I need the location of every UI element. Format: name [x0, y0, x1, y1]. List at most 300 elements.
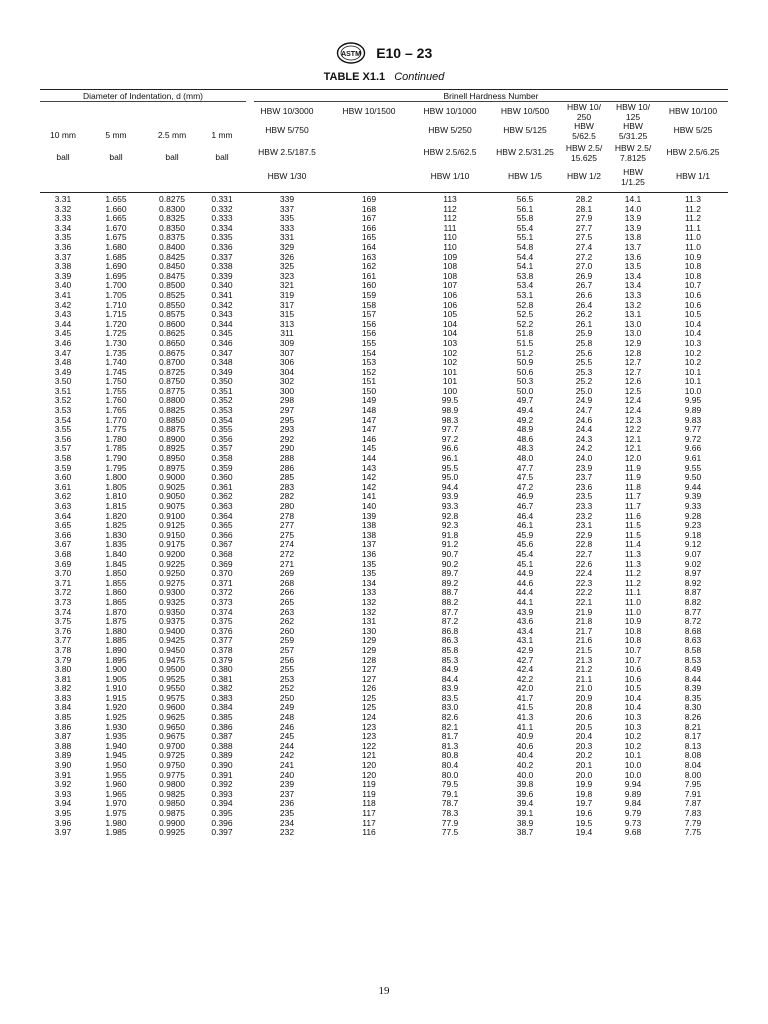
table-cell: 10.9: [684, 251, 702, 262]
table-cell: 26.4: [575, 299, 593, 310]
table-cell: 102: [442, 347, 458, 358]
table-cell: 40.6: [516, 740, 534, 751]
table-cell: 12.2: [624, 424, 642, 435]
table-cell: 86.3: [441, 635, 459, 646]
table-cell: 304: [279, 366, 295, 377]
table-cell: 0.9225: [159, 558, 185, 569]
table-cell: 98.3: [441, 414, 459, 425]
table-cell: 1.685: [105, 251, 127, 262]
table-cell: 11.3: [625, 548, 641, 559]
hbw-col-header: HBW 2.5/6.25: [666, 147, 720, 157]
table-cell: 7.75: [684, 827, 702, 838]
table-cell: 51.8: [516, 328, 534, 339]
hbw-col-header: HBW 1/1: [675, 171, 710, 181]
table-cell: 19.8: [575, 788, 593, 799]
table-cell: 111: [443, 222, 457, 233]
table-cell: 43.9: [516, 606, 534, 617]
table-cell: 101: [442, 376, 458, 387]
table-cell: 1.965: [105, 788, 127, 799]
table-cell: 84.4: [441, 673, 459, 684]
table-cell: 3.62: [54, 491, 72, 502]
table-cell: 3.66: [54, 529, 72, 540]
table-cell: 3.42: [54, 299, 72, 310]
table-cell: 0.8425: [159, 251, 185, 262]
table-cell: 42.4: [516, 664, 534, 675]
hbw-col-header: HBW 2.5/ 15.625: [565, 143, 603, 163]
table-cell: 1.665: [105, 213, 127, 224]
table-cell: 0.9100: [159, 510, 185, 521]
diameter-group-rule: [40, 101, 246, 102]
table-cell: 0.344: [211, 318, 233, 329]
table-cell: 317: [279, 299, 295, 310]
table-cell: 0.333: [211, 213, 233, 224]
table-cell: 10.0: [624, 760, 642, 771]
hbw-col-header: HBW 10/500: [500, 106, 550, 116]
table-cell: 8.00: [684, 769, 702, 780]
table-cell: 12.8: [624, 347, 642, 358]
table-cell: 11.5: [625, 529, 641, 540]
table-cell: 20.6: [575, 712, 593, 723]
table-cell: 11.6: [625, 510, 641, 521]
table-cell: 0.346: [211, 337, 233, 348]
table-cell: 14.0: [624, 203, 642, 214]
table-cell: 0.347: [211, 347, 233, 358]
table-cell: 21.8: [575, 616, 593, 627]
table-cell: 38.7: [516, 827, 534, 838]
table-cell: 42.9: [516, 644, 534, 655]
table-cell: 3.33: [54, 213, 72, 224]
table-cell: 10.2: [624, 740, 642, 751]
hbw-col-header: HBW 10/3000: [260, 106, 314, 116]
table-cell: 162: [361, 261, 377, 272]
table-cell: 3.52: [54, 395, 72, 406]
table-cell: 83.9: [441, 683, 459, 694]
table-cell: 22.8: [575, 539, 593, 550]
table-cell: 8.35: [684, 692, 702, 703]
table-cell: 11.7: [625, 501, 641, 511]
table-cell: 1.905: [105, 673, 127, 684]
table-cell: 19.5: [575, 817, 593, 828]
table-cell: 1.895: [105, 654, 127, 665]
table-cell: 0.8750: [159, 376, 185, 387]
table-cell: 27.5: [575, 232, 593, 243]
table-cell: 10.2: [684, 347, 702, 358]
table-cell: 1.710: [105, 299, 127, 310]
table-cell: 239: [279, 779, 295, 790]
table-cell: 232: [279, 827, 295, 838]
table-cell: 20.4: [575, 731, 593, 742]
table-cell: 9.18: [684, 529, 702, 540]
table-cell: 156: [361, 328, 377, 339]
table-cell: 1.815: [105, 501, 127, 511]
table-cell: 0.8400: [159, 241, 185, 252]
table-cell: 45.9: [516, 529, 534, 540]
table-cell: 46.1: [516, 520, 534, 531]
table-cell: 51.2: [516, 347, 534, 358]
table-cell: 3.38: [54, 261, 72, 272]
document-id: E10 – 23: [376, 45, 433, 61]
table-cell: 0.356: [211, 433, 233, 444]
table-cell: 48.3: [516, 443, 534, 454]
table-cell: 0.8975: [159, 462, 185, 473]
table-cell: 325: [279, 261, 295, 272]
table-cell: 129: [361, 635, 377, 646]
table-cell: 0.9025: [159, 481, 185, 492]
table-cell: 20.3: [575, 740, 593, 751]
table-cell: 0.9550: [159, 683, 185, 694]
table-cell: 10.0: [684, 385, 702, 396]
table-cell: 0.8300: [159, 203, 185, 214]
table-cell: 44.1: [516, 596, 534, 607]
table-cell: 0.359: [211, 462, 233, 473]
table-cell: 3.88: [54, 740, 72, 751]
table-cell: 13.3: [624, 289, 642, 300]
table-cell: 21.2: [575, 664, 593, 675]
table-cell: 9.28: [684, 510, 702, 521]
table-cell: 0.390: [211, 760, 233, 771]
table-cell: 108: [442, 270, 458, 281]
table-cell: 23.7: [575, 472, 593, 483]
table-cell: 1.700: [105, 280, 127, 291]
table-cell: 20.0: [575, 769, 593, 780]
table-cell: 339: [279, 194, 295, 204]
col-header-ball: ball: [165, 152, 179, 162]
table-cell: 0.9625: [159, 712, 185, 723]
table-cell: 12.5: [624, 385, 642, 396]
table-cell: 3.78: [54, 644, 72, 655]
table-cell: 80.8: [441, 750, 459, 761]
table-cell: 53.1: [516, 289, 534, 300]
table-cell: 0.338: [211, 261, 233, 272]
table-cell: 165: [361, 232, 377, 243]
table-cell: 41.7: [516, 692, 534, 703]
table-cell: 3.84: [54, 702, 72, 713]
table-cell: 331: [279, 232, 295, 243]
table-cell: 256: [279, 654, 295, 665]
hbw-col-header: HBW 1/2: [566, 171, 601, 181]
table-cell: 9.83: [684, 414, 702, 425]
table-cell: 26.6: [575, 289, 593, 300]
table-cell: 283: [279, 481, 295, 492]
col-header-ball: ball: [215, 152, 229, 162]
table-cell: 131: [361, 616, 377, 627]
table-cell: 0.8325: [159, 213, 185, 224]
table-cell: 80.4: [441, 760, 459, 771]
hbw-col-header: HBW 10/ 250: [566, 102, 601, 122]
table-cell: 7.91: [684, 788, 702, 799]
table-cell: 8.13: [684, 740, 702, 751]
table-cell: 0.9300: [159, 587, 185, 598]
table-cell: 123: [361, 721, 377, 732]
table-cell: 26.2: [575, 309, 593, 320]
table-cell: 0.9850: [159, 798, 185, 809]
table-cell: 83.0: [441, 702, 459, 713]
table-cell: 159: [361, 289, 377, 300]
table-cell: 3.95: [54, 808, 72, 818]
table-cell: 302: [279, 376, 295, 387]
table-cell: 11.2: [685, 203, 701, 214]
table-cell: 85.3: [441, 654, 459, 665]
table-cell: 0.8525: [159, 289, 185, 300]
table-cell: 0.335: [211, 232, 233, 243]
col-header-ball: ball: [109, 152, 123, 162]
table-cell: 250: [279, 692, 295, 703]
table-cell: 1.880: [105, 625, 127, 636]
table-cell: 20.5: [575, 721, 593, 732]
hbw-col-header: HBW 5/31.25: [618, 121, 648, 141]
table-cell: 93.3: [441, 501, 459, 511]
table-cell: 3.74: [54, 606, 72, 617]
table-cell: 0.351: [211, 385, 233, 396]
table-cell: 13.6: [624, 251, 642, 262]
table-cell: 12.4: [624, 405, 642, 416]
table-cell: 1.820: [105, 510, 127, 521]
table-cell: 160: [361, 280, 377, 291]
table-cell: 3.67: [54, 539, 72, 550]
table-cell: 1.750: [105, 376, 127, 387]
table-cell: 3.63: [54, 501, 72, 511]
table-cell: 262: [279, 616, 295, 627]
table-cell: 77.5: [441, 827, 459, 838]
table-cell: 1.980: [105, 817, 127, 828]
table-cell: 11.8: [625, 481, 641, 492]
table-cell: 1.755: [105, 385, 127, 396]
table-cell: 51.5: [516, 337, 534, 348]
table-cell: 9.73: [624, 817, 642, 828]
table-cell: 88.7: [441, 587, 459, 598]
document-header: [0, 42, 768, 64]
table-cell: 1.860: [105, 587, 127, 598]
table-cell: 94.4: [441, 481, 459, 492]
table-cell: 323: [279, 270, 295, 281]
table-cell: 3.32: [54, 203, 72, 214]
table-cell: 0.9175: [159, 539, 185, 550]
table-cell: 25.2: [575, 376, 593, 387]
table-cell: 3.77: [54, 635, 72, 646]
table-cell: 259: [279, 635, 295, 646]
table-cell: 0.8550: [159, 299, 185, 310]
table-cell: 1.865: [105, 596, 127, 607]
table-cell: 124: [361, 712, 377, 723]
table-cell: 1.890: [105, 644, 127, 655]
table-cell: 235: [279, 808, 295, 818]
table-cell: 286: [279, 462, 295, 473]
table-cell: 249: [279, 702, 295, 713]
page-number: 19: [378, 985, 390, 997]
table-cell: 113: [443, 194, 457, 204]
table-cell: 78.3: [441, 808, 459, 818]
table-cell: 0.353: [211, 405, 233, 416]
table-cell: 0.367: [211, 539, 233, 550]
table-cell: 1.825: [105, 520, 127, 531]
table-cell: 25.6: [575, 347, 593, 358]
table-cell: 105: [442, 309, 458, 320]
table-cell: 103: [442, 337, 458, 348]
table-cell: 89.7: [441, 568, 459, 579]
table-cell: 0.9675: [159, 731, 185, 742]
table-cell: 8.97: [684, 568, 702, 579]
table-cell: 13.5: [624, 261, 642, 272]
table-cell: 10.1: [684, 366, 702, 377]
table-cell: 117: [362, 817, 376, 828]
table-cell: 86.8: [441, 625, 459, 636]
table-cell: 11.4: [625, 539, 641, 550]
table-cell: 158: [361, 299, 377, 310]
table-cell: 10.1: [684, 376, 702, 387]
table-cell: 153: [361, 357, 377, 368]
table-cell: 0.9325: [159, 596, 185, 607]
table-cell: 136: [361, 548, 377, 559]
table-cell: 133: [361, 587, 377, 598]
table-cell: 0.9750: [159, 760, 185, 771]
table-cell: 39.6: [516, 788, 534, 799]
table-cell: 3.76: [54, 625, 72, 636]
table-cell: 21.6: [575, 635, 593, 646]
table-cell: 1.960: [105, 779, 127, 790]
table-cell: 3.65: [54, 520, 72, 531]
table-cell: 8.49: [684, 664, 702, 675]
table-cell: 1.735: [105, 347, 127, 358]
table-cell: 129: [361, 644, 377, 655]
table-cell: 280: [279, 501, 295, 511]
table-cell: 28.2: [575, 194, 593, 204]
table-cell: 3.39: [54, 270, 72, 281]
table-cell: 21.7: [575, 625, 593, 636]
table-cell: 11.2: [685, 213, 701, 224]
table-cell: 11.1: [625, 587, 641, 598]
table-cell: 3.97: [54, 827, 72, 838]
table-cell: 40.2: [516, 760, 534, 771]
table-cell: 1.690: [105, 261, 127, 272]
table-cell: 0.9000: [159, 472, 185, 483]
table-cell: 3.64: [54, 510, 72, 521]
table-cell: 20.9: [575, 692, 593, 703]
table-cell: 277: [279, 520, 295, 531]
table-cell: 140: [361, 501, 377, 511]
table-cell: 0.9875: [159, 808, 185, 818]
table-cell: 10.2: [624, 731, 642, 742]
table-cell: 0.358: [211, 453, 233, 464]
table-cell: 49.4: [516, 405, 534, 416]
table-cell: 1.745: [105, 366, 127, 377]
table-cell: 3.53: [54, 405, 72, 416]
table-cell: 3.41: [54, 289, 72, 300]
table-cell: 0.355: [211, 424, 233, 435]
table-cell: 97.7: [441, 424, 459, 435]
table-cell: 307: [279, 347, 295, 358]
hbw-col-header: HBW 5/125: [503, 125, 547, 135]
table-cell: 142: [361, 481, 377, 492]
table-cell: 9.77: [684, 424, 702, 435]
table-cell: 0.8625: [159, 328, 185, 339]
diameter-group-header: Diameter of Indentation, d (mm): [83, 91, 203, 101]
table-cell: 0.357: [211, 443, 233, 454]
table-cell: 11.0: [685, 232, 701, 243]
table-cell: 27.9: [575, 213, 593, 224]
table-cell: 20.2: [575, 750, 593, 761]
table-cell: 3.94: [54, 798, 72, 809]
table-cell: 0.369: [211, 558, 233, 569]
table-cell: 10.4: [624, 702, 642, 713]
table-cell: 0.8775: [159, 385, 185, 396]
table-cell: 1.725: [105, 328, 127, 339]
table-cell: 8.58: [684, 644, 702, 655]
table-cell: 10.7: [684, 280, 702, 291]
table-cell: 10.5: [624, 683, 642, 694]
table-cell: 9.72: [684, 433, 702, 444]
table-cell: 9.02: [684, 558, 702, 569]
table-cell: 109: [442, 251, 458, 262]
table-cell: 134: [361, 577, 377, 588]
table-cell: 0.385: [211, 712, 233, 723]
table-cell: 78.7: [441, 798, 459, 809]
table-cell: 10.2: [684, 357, 702, 368]
table-cell: 50.3: [516, 376, 534, 387]
table-cell: 22.6: [575, 558, 593, 569]
table-cell: 11.9: [625, 462, 641, 473]
col-header-1mm: 1 mm: [211, 130, 233, 140]
table-cell: 125: [361, 692, 377, 703]
table-cell: 329: [279, 241, 295, 252]
table-cell: 266: [279, 587, 295, 598]
table-cell: 83.5: [441, 692, 459, 703]
table-cell: 11.7: [625, 491, 641, 502]
table-cell: 1.985: [105, 827, 127, 838]
table-cell: 10.4: [624, 692, 642, 703]
table-cell: 0.8375: [159, 232, 185, 243]
table-cell: 288: [279, 453, 295, 464]
table-cell: 44.9: [516, 568, 534, 579]
table-cell: 1.780: [105, 433, 127, 444]
table-cell: 1.970: [105, 798, 127, 809]
table-cell: 0.9450: [159, 644, 185, 655]
table-cell: 27.2: [575, 251, 593, 262]
table-cell: 3.45: [54, 328, 72, 339]
table-cell: 87.2: [441, 616, 459, 627]
table-cell: 121: [361, 750, 377, 761]
table-cell: 3.59: [54, 462, 72, 473]
table-cell: 11.0: [685, 241, 701, 252]
table-cell: 46.4: [516, 510, 534, 521]
table-cell: 0.372: [211, 587, 233, 598]
table-cell: 0.378: [211, 644, 233, 655]
table-cell: 95.0: [441, 472, 459, 483]
table-cell: 132: [361, 606, 377, 617]
table-cell: 23.5: [575, 491, 593, 502]
table-cell: 0.397: [211, 827, 233, 838]
table-cell: 10.8: [624, 625, 642, 636]
table-cell: 119: [362, 779, 376, 790]
table-cell: 0.9425: [159, 635, 185, 646]
table-cell: 104: [442, 328, 458, 339]
table-cell: 12.7: [624, 366, 642, 377]
table-cell: 93.9: [441, 491, 459, 502]
table-cell: 0.9050: [159, 491, 185, 502]
table-cell: 295: [279, 414, 295, 425]
table-cell: 3.54: [54, 414, 72, 425]
table-cell: 0.8675: [159, 347, 185, 358]
table-cell: 3.89: [54, 750, 72, 761]
table-cell: 1.790: [105, 453, 127, 464]
table-cell: 9.39: [684, 491, 702, 502]
table-cell: 241: [279, 760, 295, 771]
table-cell: 1.920: [105, 702, 127, 713]
table-cell: 237: [279, 788, 295, 799]
table-cell: 125: [361, 702, 377, 713]
table-cell: 24.7: [575, 405, 593, 416]
table-cell: 12.1: [624, 443, 642, 454]
table-cell: 52.2: [516, 318, 534, 329]
